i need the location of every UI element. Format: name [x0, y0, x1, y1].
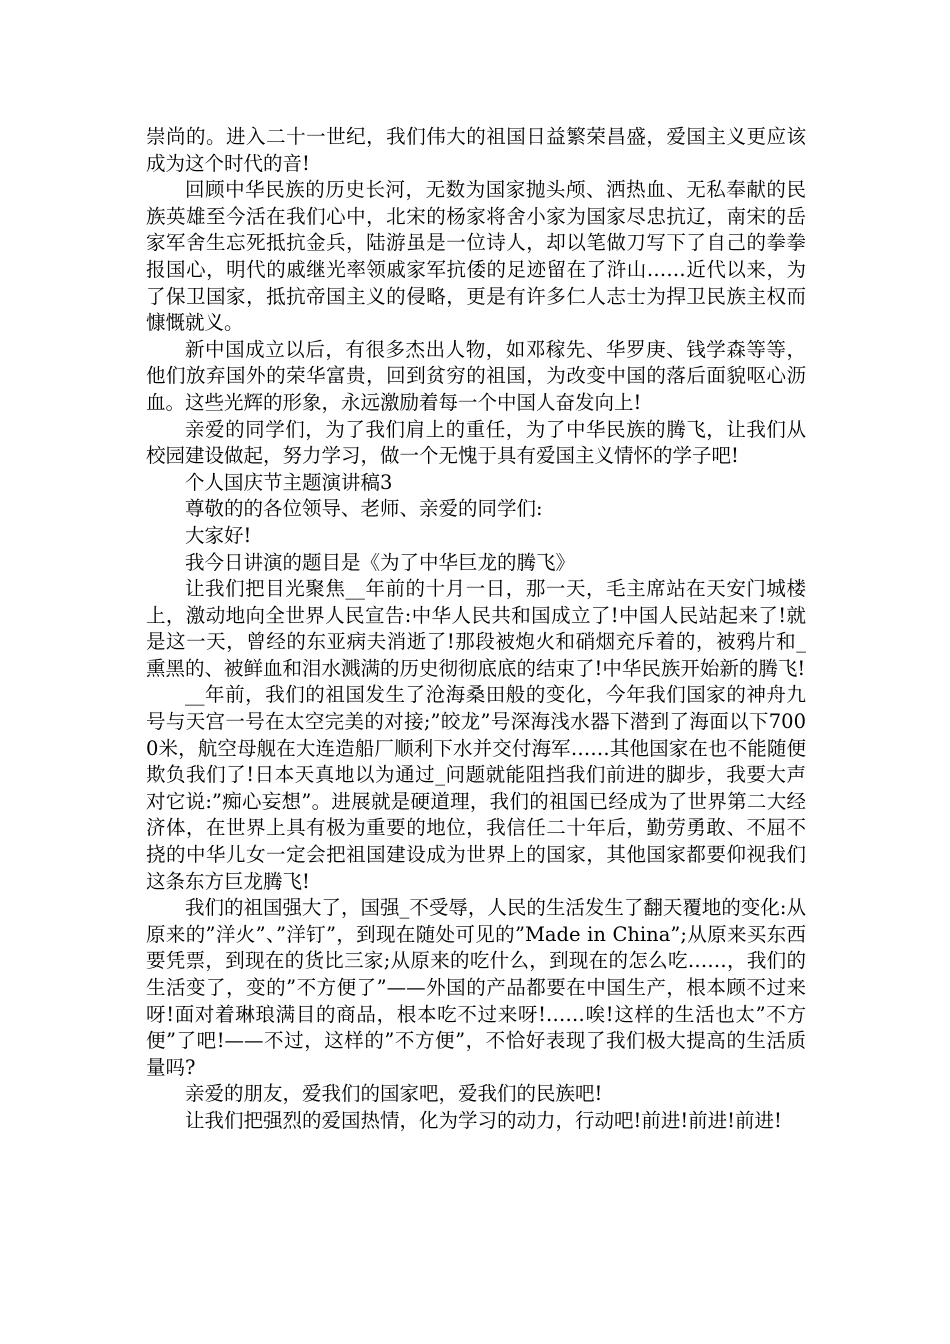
paragraph-2: 回顾中华民族的历史长河，无数为国家抛头颅、洒热血、无私奉献的民族英雄至今活在我们心中，北宋的杨家将舍小家为国家尽忠抗辽，南宋的岳家军舍生忘死抵抗金兵，陆游虽是一位诗人，却以笔做刀写下了自己的拳拳报国心，明代的戚继光率领戚家军抗倭的足迹留在了浒山……近代以来，为了保卫国家，抵抗帝国主义的侵略，更是有许多仁人志士为捍卫民族主权而慷慨就义。 [146, 178, 806, 335]
document-page [146, 124, 806, 1135]
paragraph-10: __年前，我们的祖国发生了沧海桑田般的变化，今年我们国家的神舟九号与天宫一号在太空完美的对接;”皎龙”号深海浅水器下潜到了海面以下7000米，航空母舰在大连造船厂顺利下水并交付海军……其他国家在也不能随便欺负我们了!日本天真地以为通过_问题就能阻挡我们前进的脚步，我要大声对它说:”痴心妄想”。进展就是硬道理，我们的祖国已经成为了世界第二大经济体，在世界上具有极为重要的地位，我信任二十年后，勤劳勇敢、不屈不挠的中华儿女一定会把祖国建设成为世界上的国家，其他国家都要仰视我们这条东方巨龙腾飞! [146, 683, 806, 893]
salutation: 尊敬的的各位领导、老师、亲爱的同学们: [185, 497, 543, 521]
paragraph-3: 新中国成立以后，有很多杰出人物，如邓稼先、华罗庚、钱学森等等，他们放弃国外的荣华富贵，回到贫穷的祖国，为改变中国的落后面貌呕心沥血。这些光辉的形象，永远激励着每一个中国人奋发向上! [146, 337, 806, 414]
paragraph-12: 亲爱的朋友，爱我们的国家吧，爱我们的民族吧! [185, 1082, 603, 1106]
paragraph-9: 让我们把目光聚焦__年前的十月一日，那一天，毛主席站在天安门城楼上，激动地向全世界人民宣告:中华人民共和国成立了!中国人民站起来了!就是这一天，曾经的东亚病夫消逝了!那段被炮火和硝烟充斥着的，被鸦片和_熏黑的、被鲜血和泪水溅满的历史彻彻底底的结束了!中华民族开始新的腾飞! [146, 577, 806, 680]
greeting: 大家好! [185, 523, 252, 547]
paragraph-1: 崇尚的。进入二十一世纪，我们伟大的祖国日益繁荣昌盛，爱国主义更应该成为这个时代的音! [146, 125, 806, 175]
paragraph-4: 亲爱的同学们，为了我们肩上的重任，为了中华民族的腾飞，让我们从校园建设做起，努力学习，做一个无愧于具有爱国主义情怀的学子吧! [146, 417, 806, 468]
paragraph-11: 我们的祖国强大了，国强_不受辱，人民的生活发生了翻天覆地的变化:从原来的”洋火”、”洋钉”，到现在随处可见的”Made in China”;从原来买东西要凭票，到现在的货比三家;从原来的吃什么，到现在的怎么吃……，我们的生活变了，变的”不方便了”——外国的产品都要在中国生产，根本顾不过来呀!面对着琳琅满目的商品，根本吃不过来呀!……唉!这样的生活也太”不方便”了吧!——不过，这样的”不方便”，不恰好表现了我们极大提高的生活质量吗? [146, 896, 806, 1079]
section-heading: 个人国庆节主题演讲稿3 [185, 470, 393, 494]
paragraph-13: 让我们把强烈的爱国热情，化为学习的动力，行动吧!前进!前进!前进! [185, 1108, 782, 1132]
speech-title-line: 我今日讲演的题目是《为了中华巨龙的腾飞》 [185, 550, 576, 574]
